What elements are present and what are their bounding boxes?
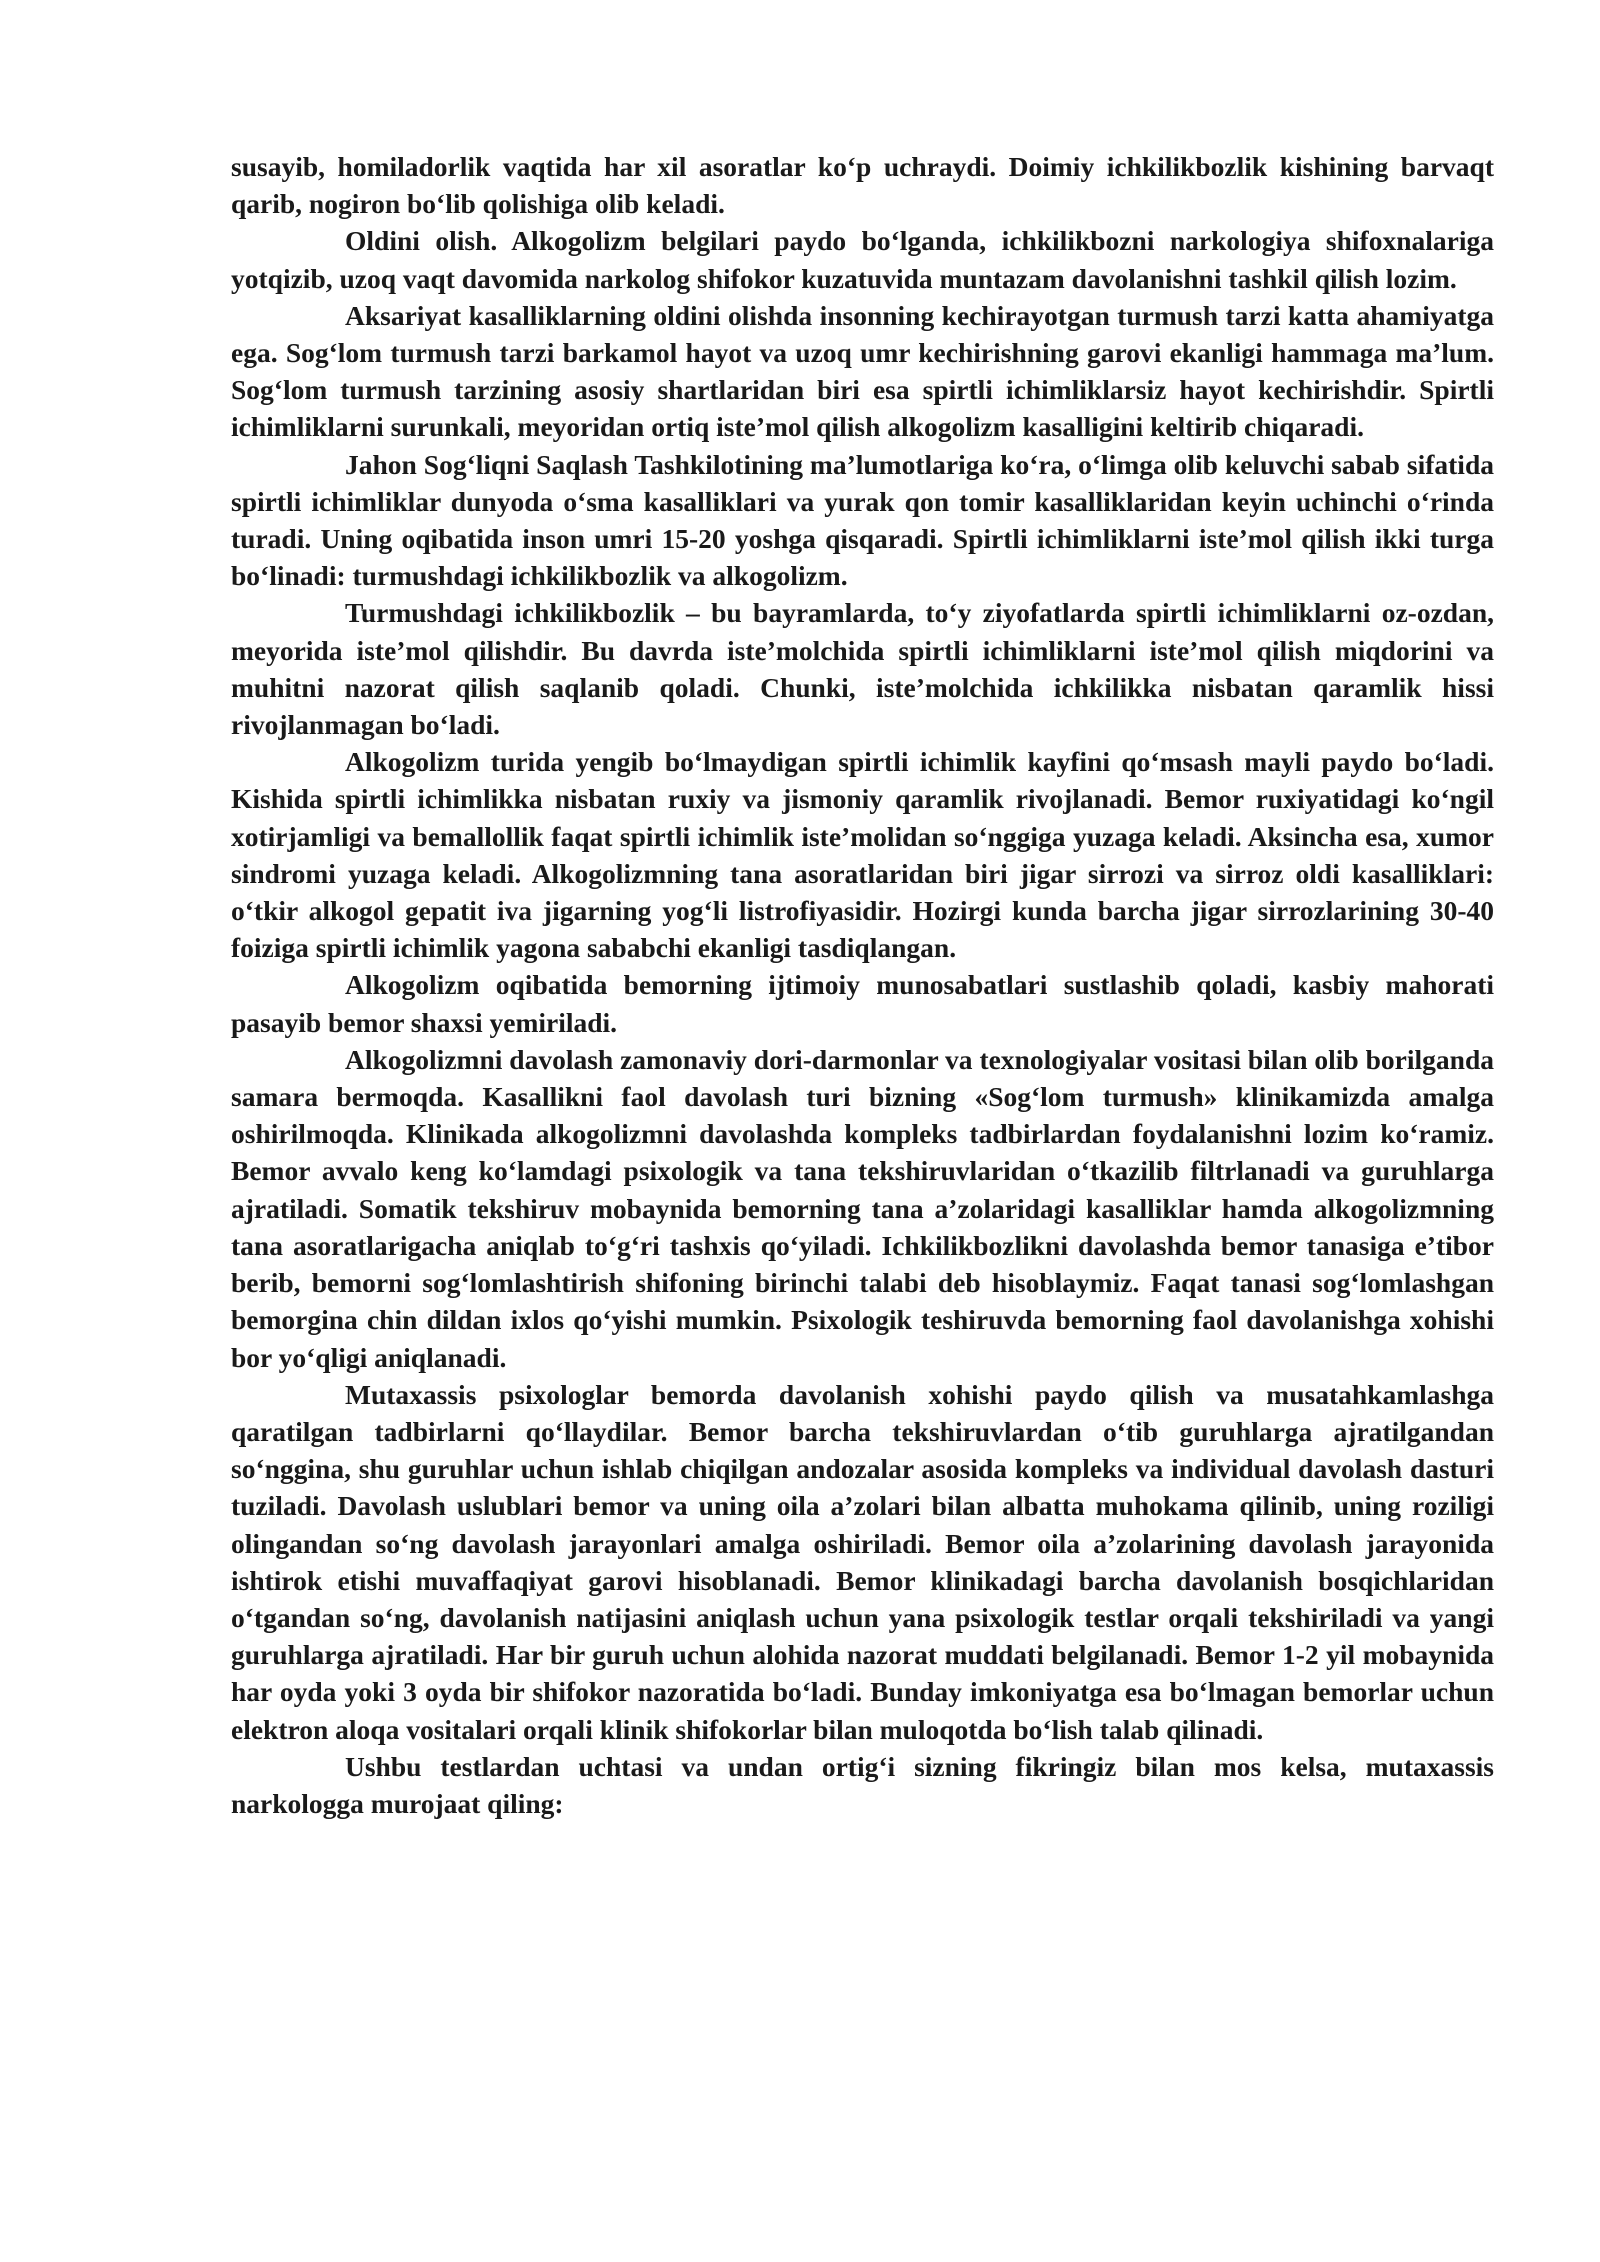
paragraph-continuation: susayib, homiladorlik vaqtida har xil asoratlar ko‘p uchraydi. Doimiy ichkilikbozlik kishining barvaqt qarib, nogiron bo‘lib qolishiga olib keladi.: [231, 151, 1494, 220]
paragraph-social-effects: Alkogolizm oqibatida bemorning ijtimoiy munosabatlari sustlashib qoladi, kasbiy mahorati pasayib bemor shaxsi yemiriladi.: [231, 969, 1494, 1038]
paragraph-treatment: Alkogolizmni davolash zamonaviy dori-darmonlar va texnologiyalar vositasi bilan olib borilganda samara bermoqda. Kasallikni faol davolash turi bizning «Sog‘lom turmush» klinikamizda amalga oshirilmoqda. Klinikada alkogolizmni davolashda kompleks tadbirlardan foydalanishni lozim ko‘ramiz. Bemor avvalo keng ko‘lamdagi psixologik va tana tekshiruvlaridan o‘tkazilib filtrlanadi va guruhlarga ajratiladi. Somatik tekshiruv mobaynida bemorning tana a’zolaridagi kasalliklar hamda alkogolizmning tana asoratlarigacha aniqlab to‘g‘ri tashxis qo‘yiladi. Ichkilikbozlikni davolashda bemor tanasiga e’tibor berib, bemorni sog‘lomlashtirish shifoning birinchi talabi deb hisoblaymiz. Faqat tanasi sog‘lomlashgan bemorgina chin dildan ixlos qo‘yishi mumkin. Psixologik teshiruvda bemorning faol davolanishga xohishi bor yo‘qligi aniqlanadi.: [231, 1043, 1494, 1373]
paragraph-who-data: Jahon Sog‘liqni Saqlash Tashkilotining ma’lumotlariga ko‘ra, o‘limga olib keluvchi sabab sifatida spirtli ichimliklar dunyoda o‘sma kasalliklari va yurak qon tomir kasalliklaridan keyin uchinchi o‘rinda turadi. Uning oqibatida inson umri 15-20 yoshga qisqaradi. Spirtli ichimliklarni iste’mol qilish ikki turga bo‘linadi: turmushdagi ichkilikbozlik va alkogolizm.: [231, 448, 1494, 592]
paragraph-psychologists: Mutaxassis psixologlar bemorda davolanish xohishi paydo qilish va musatahkamlashga qaratilgan tadbirlarni qo‘llaydilar. Bemor barcha tekshiruvlardan o‘tib guruhlarga ajratilgandan so‘nggina, shu guruhlar uchun ishlab chiqilgan andozalar asosida kompleks va individual davolash dasturi tuziladi. Davolash uslublari bemor va uning oila a’zolari bilan albatta muhokama qilinib, uning roziligi olingandan so‘ng davolash jarayonlari amalga oshiriladi. Bemor oila a’zolarining davolash jarayonida ishtirok etishi muvaffaqiyat garovi hisoblanadi. Bemor klinikadagi barcha davolanish bosqichlaridan o‘tgandan so‘ng, davolanish natijasini aniqlash uchun yana psixologik testlar orqali tekshiriladi va yangi guruhlarga ajratiladi. Har bir guruh uchun alohida nazorat muddati belgilanadi. Bemor 1-2 yil mobaynida har oyda yoki 3 oyda bir shifokor nazoratida bo‘ladi. Bunday imkoniyatga esa bo‘lmagan bemorlar uchun elektron aloqa vositalari orqali klinik shifokorlar bilan muloqotda bo‘lish talab qilinadi.: [231, 1378, 1494, 1745]
document-page: [231, 148, 1494, 1822]
paragraph-prevention: Oldini olish. Alkogolizm belgilari paydo bo‘lganda, ichkilikbozni narkologiya shifoxnalariga yotqizib, uzoq vaqt davomida narkolog shifokor kuzatuvida muntazam davolanishni tashkil qilish lozim.: [231, 225, 1494, 294]
paragraph-tests-intro: Ushbu testlardan uchtasi va undan ortig‘i sizning fikringiz bilan mos kelsa, mutaxassis narkologga murojaat qiling:: [231, 1750, 1494, 1819]
paragraph-domestic-drinking: Turmushdagi ichkilikbozlik – bu bayramlarda, to‘y ziyofatlarda spirtli ichimliklarni oz-ozdan, meyorida iste’mol qilishdir. Bu davrda iste’molchida spirtli ichimliklarni iste’mol qilish miqdorini va muhitni nazorat qilish saqlanib qoladi. Chunki, iste’molchida ichkilikka nisbatan qaramlik hissi rivojlanmagan bo‘ladi.: [231, 597, 1494, 741]
paragraph-alcoholism-type: Alkogolizm turida yengib bo‘lmaydigan spirtli ichimlik kayfini qo‘msash mayli paydo bo‘ladi. Kishida spirtli ichimlikka nisbatan ruxiy va jismoniy qaramlik rivojlanadi. Bemor ruxiyatidagi ko‘ngil xotirjamligi va bemallollik faqat spirtli ichimlik iste’molidan so‘nggiga yuzaga keladi. Aksincha esa, xumor sindromi yuzaga keladi. Alkogolizmning tana asoratlaridan biri jigar sirrozi va sirroz oldi kasalliklari: o‘tkir alkogol gepatit iva jigarning yog‘li listrofiyasidir. Hozirgi kunda barcha jigar sirrozlarining 30-40 foiziga spirtli ichimlik yagona sababchi ekanligi tasdiqlangan.: [231, 746, 1494, 964]
paragraph-lifestyle: Aksariyat kasalliklarning oldini olishda insonning kechirayotgan turmush tarzi katta ahamiyatga ega. Sog‘lom turmush tarzi barkamol hayot va uzoq umr kechirishning garovi ekanligi hammaga ma’lum. Sog‘lom turmush tarzining asosiy shartlaridan biri esa spirtli ichimliklarsiz hayot kechirishdir. Spirtli ichimliklarni surunkali, meyoridan ortiq iste’mol qilish alkogolizm kasalligini keltirib chiqaradi.: [231, 299, 1494, 443]
